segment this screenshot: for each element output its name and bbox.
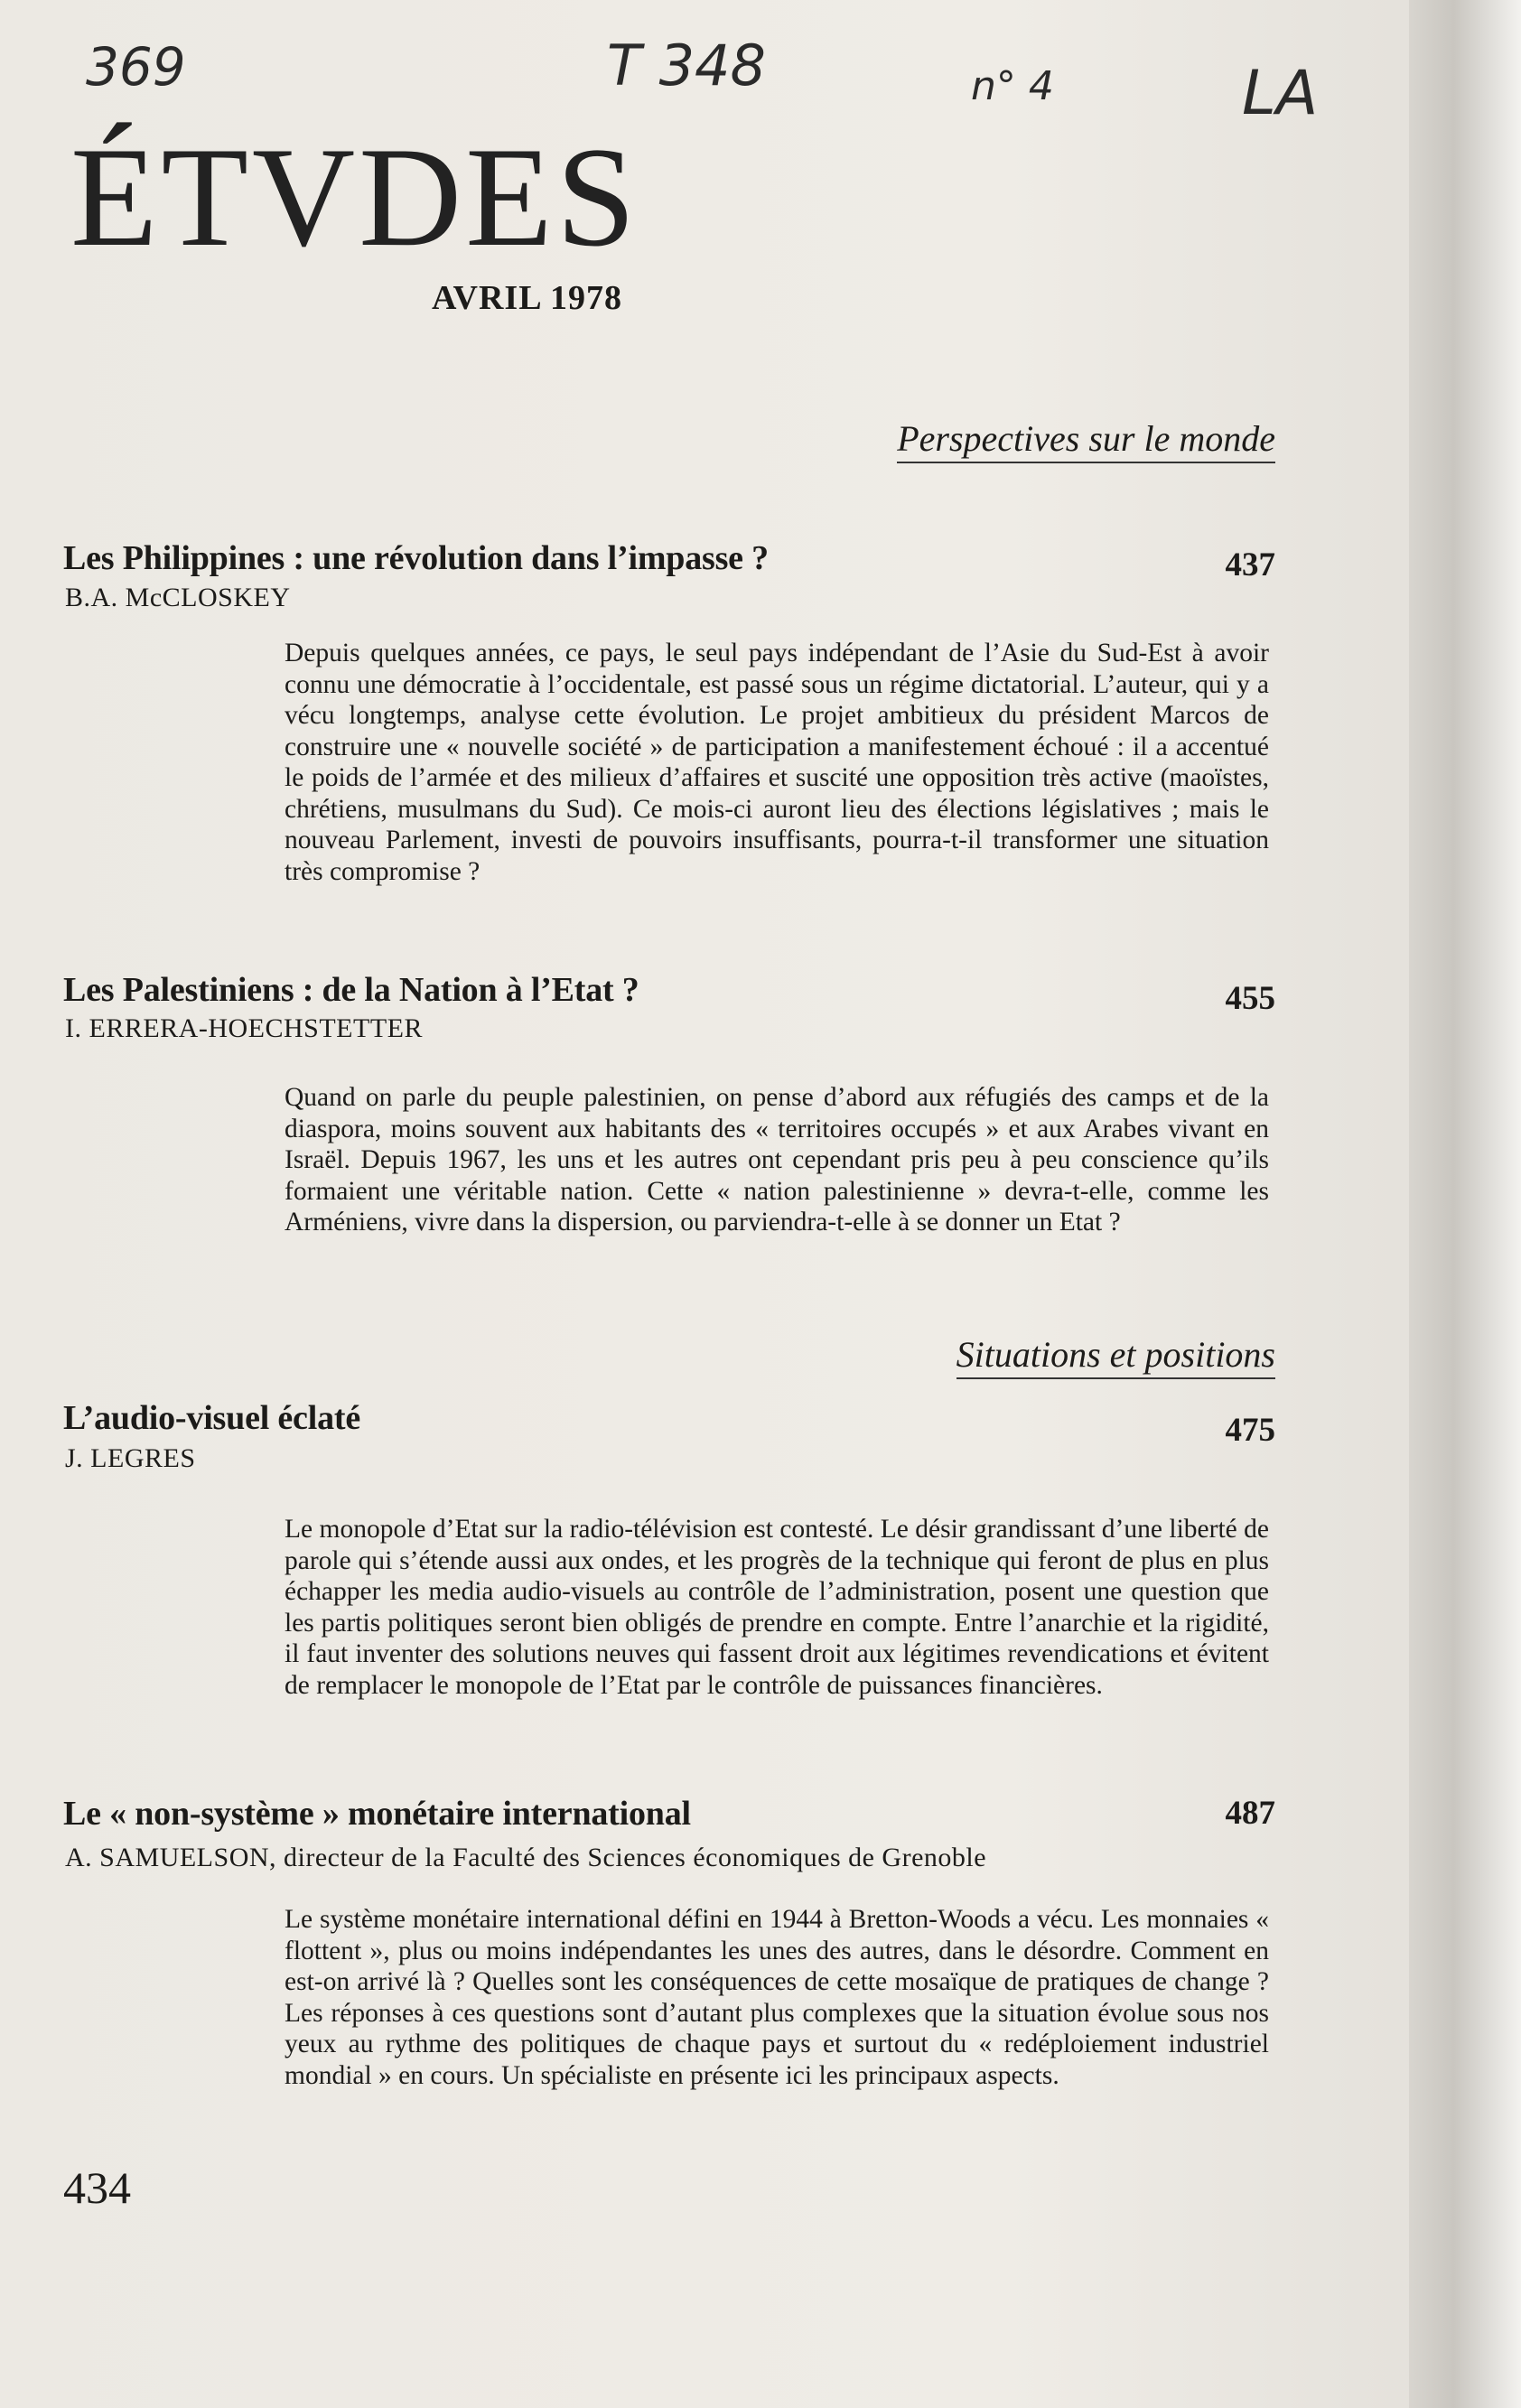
article-author: B.A. McCLOSKEY <box>65 583 291 612</box>
section-heading: Situations et positions <box>956 1333 1275 1379</box>
article-author: A. SAMUELSON, directeur de la Faculté des Sciences économiques de Grenoble <box>65 1843 987 1872</box>
book-spine-edge <box>1409 0 1521 2408</box>
article-title: Les Palestiniens : de la Nation à l’Etat ? <box>63 971 639 1009</box>
article-page-number: 437 <box>1225 546 1275 583</box>
masthead: ÉTVDES <box>70 118 639 276</box>
article-page-number: 475 <box>1225 1412 1275 1449</box>
article-author: I. ERRERA-HOECHSTETTER <box>65 1013 423 1043</box>
handwritten-note: n° 4 <box>971 63 1054 109</box>
article-page-number: 455 <box>1225 980 1275 1017</box>
article-author: J. LEGRES <box>65 1443 196 1473</box>
article-abstract: Le système monétaire international défini en 1944 à Bretton-Woods a vécu. Les monnaies « flottent », plus ou moins indépendantes les unes des autres, dans le désordre. Comment en est-on arrivé là ? Quelles sont les conséquences de cette mosaïque de pratiques de change ? Les réponses à ces questions sont d’autant plus complexes que la situation évolue sous nos yeux au rythme des politiques de chaque pays et surtout du « redéploiement industriel mondial » en cours. Un spécialiste en présente ici les principaux aspects. <box>285 1905 1269 2090</box>
article-abstract: Le monopole d’Etat sur la radio-télévision est contesté. Le désir grandissant d’une liberté de parole qui s’étende aussi aux ondes, et les progrès de la technique qui feront de plus en plus échapper les media audio-visuels au contrôle de l’administration, posent une question que les partis politiques seront bien obligés de prendre en compte. Entre l’anarchie et la rigidité, il faut inventer des solutions neuves qui fassent droit aux légitimes revendications et évitent de remplacer le monopole de l’Etat par le contrôle de puissances financières. <box>285 1515 1269 1700</box>
article-title: L’audio-visuel éclaté <box>63 1399 361 1437</box>
section-heading: Perspectives sur le monde <box>897 417 1275 463</box>
article-abstract: Quand on parle du peuple palestinien, on pense d’abord aux réfugiés des camps et de la diaspora, moins souvent aux habitants des « territoires occupés » et aux Arabes vivant en Israël. Depuis 1967, les uns et les autres ont cependant pris peu à peu conscience qu’ils formaient une véritable nation. Cette « nation palestinienne » devra-t-elle, comme les Arméniens, vivre dans la dispersion, ou parviendra-t-elle à se donner un Etat ? <box>285 1083 1269 1237</box>
article-page-number: 487 <box>1225 1795 1275 1832</box>
handwritten-note: T 348 <box>607 33 766 98</box>
issue-date: AVRIL 1978 <box>432 279 622 317</box>
article-title: Le « non-système » monétaire international <box>63 1795 691 1833</box>
handwritten-note: LA <box>1242 58 1319 129</box>
handwritten-note: 369 <box>86 36 186 98</box>
page-number: 434 <box>63 2162 131 2213</box>
article-title: Les Philippines : une révolution dans l’impasse ? <box>63 539 769 577</box>
article-abstract: Depuis quelques années, ce pays, le seul pays indépendant de l’Asie du Sud-Est à avoir connu une démocratie à l’occidentale, est passé sous un régime dictatorial. L’auteur, qui y a vécu longtemps, analyse cette évolution. Le projet ambitieux du président Marcos de construire une « nouvelle société » de participation a manifestement échoué : il a accentué le poids de l’armée et des milieux d’affaires et suscité une opposition très active (maoïstes, chrétiens, musulmans du Sud). Ce mois-ci auront lieu des élections législatives ; mais le nouveau Parlement, investi de pouvoirs insuffisants, pourra-t-il transformer une situation très compromise ? <box>285 639 1269 886</box>
